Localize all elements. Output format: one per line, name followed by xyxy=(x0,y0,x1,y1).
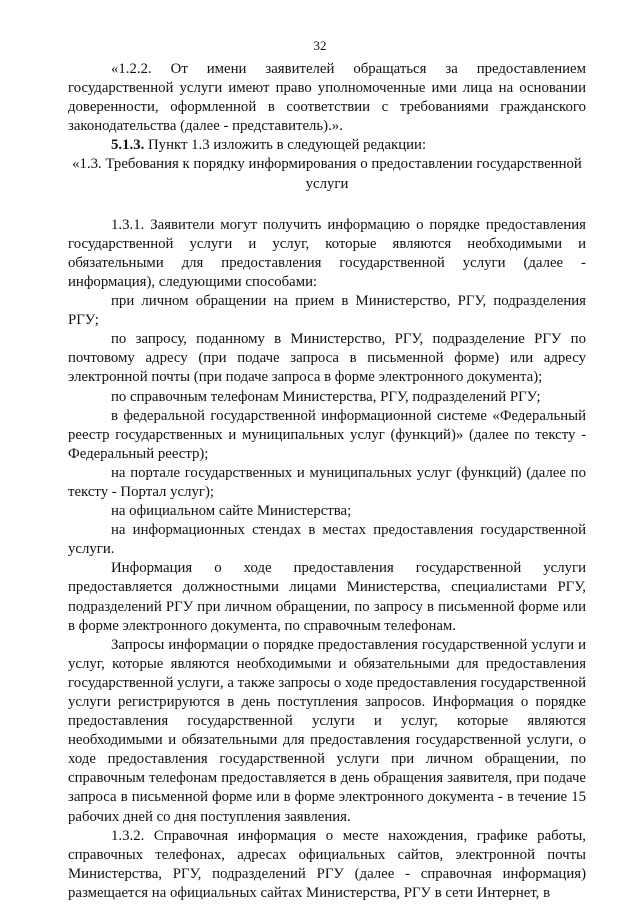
paragraph-progress-info: Информация о ходе предоставления государственной услуги предоставляется должностными лицами Министерства, специалистами РГУ, подразделений РГУ при личном обращении, по запросу в письменной форме или в форме электронного документа, по справочным телефонам. xyxy=(68,560,586,634)
paragraph-requests: Запросы информации о порядке предоставления государственной услуги и услуг, которые являются необходимыми и обязательными для предоставления государственной услуги, а также запросы о ходе предоставления государственной услуги регистрируются в день поступления запросов. Информация о порядке предоставления государственной услуги и услуг, которые являются необходимыми и обязательными для предоставления государственной услуги, о ходе предоставления государственной услуги при личном обращении, по справочным телефонам предоставляется в день обращения заявителя, при подаче запроса в письменной форме или в форме электронного документа - в течение 15 рабочих дней со дня поступления заявления. xyxy=(68,636,586,825)
document-body xyxy=(68,60,586,903)
list-item-portal: на портале государственных и муниципальных услуг (функций) (далее по тексту - Портал услуг); xyxy=(68,464,586,500)
spacer xyxy=(68,194,586,216)
list-item-personal: при личном обращении на прием в Министерство, РГУ, подразделения РГУ; xyxy=(68,293,586,329)
paragraph-1-3-2: 1.3.2. Справочная информация о месте нахождения, графике работы, справочных телефонах, адресах официальных сайтов, электронной почты Министерства, РГУ, подразделений РГУ (далее - справочная информация) размещается на официальных сайтах Министерства, РГУ в сети Интернет, в xyxy=(68,827,586,901)
list-item-website: на официальном сайте Министерства; xyxy=(111,503,352,520)
clause-number: 5.1.3. xyxy=(111,137,145,154)
list-item-request: по запросу, поданному в Министерство, РГУ, подразделение РГУ по почтовому адресу (при подаче запроса в письменной форме) или адресу электронной почты (при подаче запроса в форме электронного документа); xyxy=(68,331,586,386)
paragraph-1-2-2: «1.2.2. От имени заявителей обращаться за предоставлением государственной услуги имеют право уполномоченные ими лица на основании доверенности, оформленной в соответствии с требованиями гражданского законодательства (далее - представитель).». xyxy=(68,61,586,135)
clause-text: Пункт 1.3 изложить в следующей редакции: xyxy=(144,137,427,154)
list-item-stands: на информационных стендах в местах предоставления государственной услуги. xyxy=(68,522,586,558)
list-item-federal-registry: в федеральной государственной информационной системе «Федеральный реестр государственных и муниципальных услуг (функций)» (далее по тексту - Федеральный реестр); xyxy=(68,407,586,462)
page-number: 32 xyxy=(313,38,327,53)
list-item-phone: по справочным телефонам Министерства, РГУ, подразделений РГУ; xyxy=(111,388,541,405)
paragraph-1-3-1: 1.3.1. Заявители могут получить информацию о порядке предоставления государственной услуги и услуг, которые являются необходимыми и обязательными для предоставления государственной услуги (далее - информация), следующими способами: xyxy=(68,216,586,290)
paragraph-5-1-3 xyxy=(68,136,586,155)
section-heading: «1.3. Требования к порядку информирования о предоставлении государственной услуги xyxy=(72,156,582,192)
